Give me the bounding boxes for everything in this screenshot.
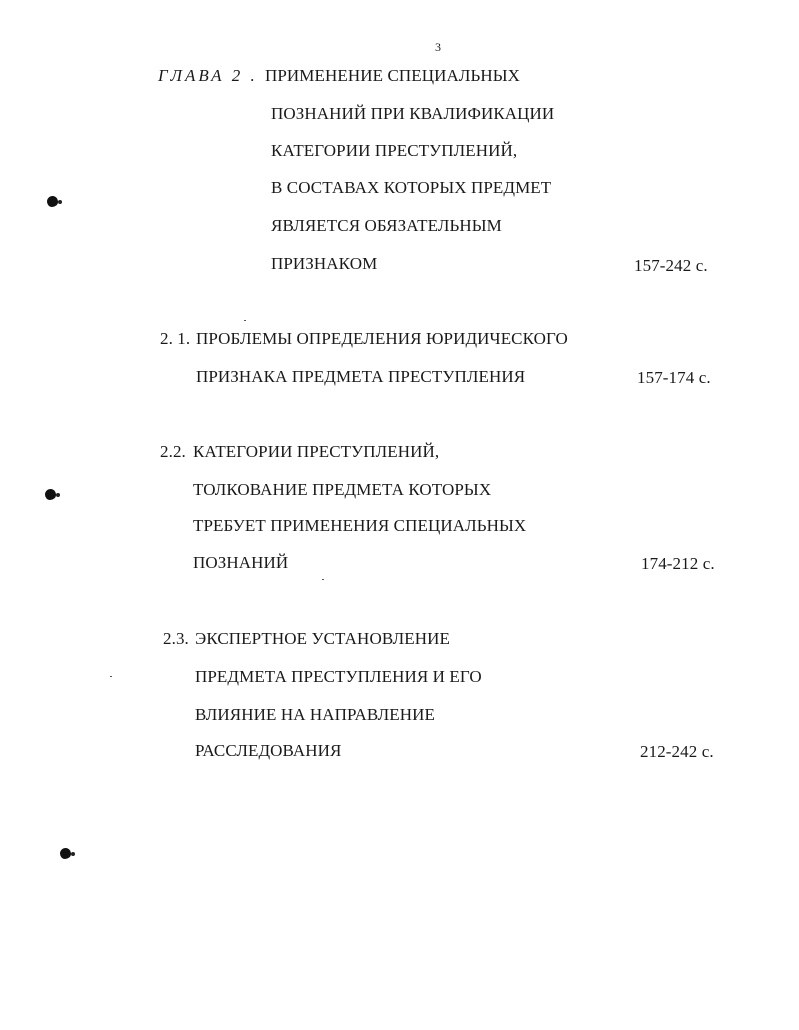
punch-hole-mark [45,489,56,500]
section-number: 2.3. [163,629,189,648]
chapter-title-line: В СОСТАВАХ КОТОРЫХ ПРЕДМЕТ [271,178,552,197]
section-title-line: ПРЕДМЕТА ПРЕСТУПЛЕНИЯ И ЕГО [195,667,482,686]
page-number: 3 [435,40,442,54]
section-page-range: 212-242 с. [640,742,714,761]
section-title-line: ЭКСПЕРТНОЕ УСТАНОВЛЕНИЕ [195,629,450,648]
scan-speck [110,676,112,677]
punch-hole-mark [47,196,58,207]
section-page-range: 157-174 с. [637,368,711,387]
chapter-title-line: ПОЗНАНИЙ ПРИ КВАЛИФИКАЦИИ [271,104,555,123]
chapter-page-range: 157-242 с. [634,256,708,275]
chapter-title-line: ПРИЗНАКОМ [271,254,378,273]
section-title-line: ВЛИЯНИЕ НА НАПРАВЛЕНИЕ [195,705,435,724]
section-number: 2.2. [160,442,186,461]
punch-hole-mark [60,848,71,859]
scan-speck [322,579,324,580]
section-title-line: ПОЗНАНИЙ [193,553,289,572]
section-title-line: ТОЛКОВАНИЕ ПРЕДМЕТА КОТОРЫХ [193,480,492,499]
scan-speck [244,320,246,321]
chapter-label: ГЛАВА 2 . [158,66,258,85]
section-page-range: 174-212 с. [641,554,715,573]
section-title-line: ПРИЗНАКА ПРЕДМЕТА ПРЕСТУПЛЕНИЯ [196,367,526,386]
chapter-title-line: ЯВЛЯЕТСЯ ОБЯЗАТЕЛЬНЫМ [271,216,502,235]
section-title-line: КАТЕГОРИИ ПРЕСТУПЛЕНИЙ, [193,442,440,461]
section-title-line: ПРОБЛЕМЫ ОПРЕДЕЛЕНИЯ ЮРИДИЧЕСКОГО [196,329,568,348]
section-title-line: РАССЛЕДОВАНИЯ [195,741,342,760]
chapter-title-line: КАТЕГОРИИ ПРЕСТУПЛЕНИЙ, [271,141,518,160]
section-title-line: ТРЕБУЕТ ПРИМЕНЕНИЯ СПЕЦИАЛЬНЫХ [193,516,527,535]
section-number: 2. 1. [160,329,191,348]
chapter-title-line: ПРИМЕНЕНИЕ СПЕЦИАЛЬНЫХ [265,66,521,85]
